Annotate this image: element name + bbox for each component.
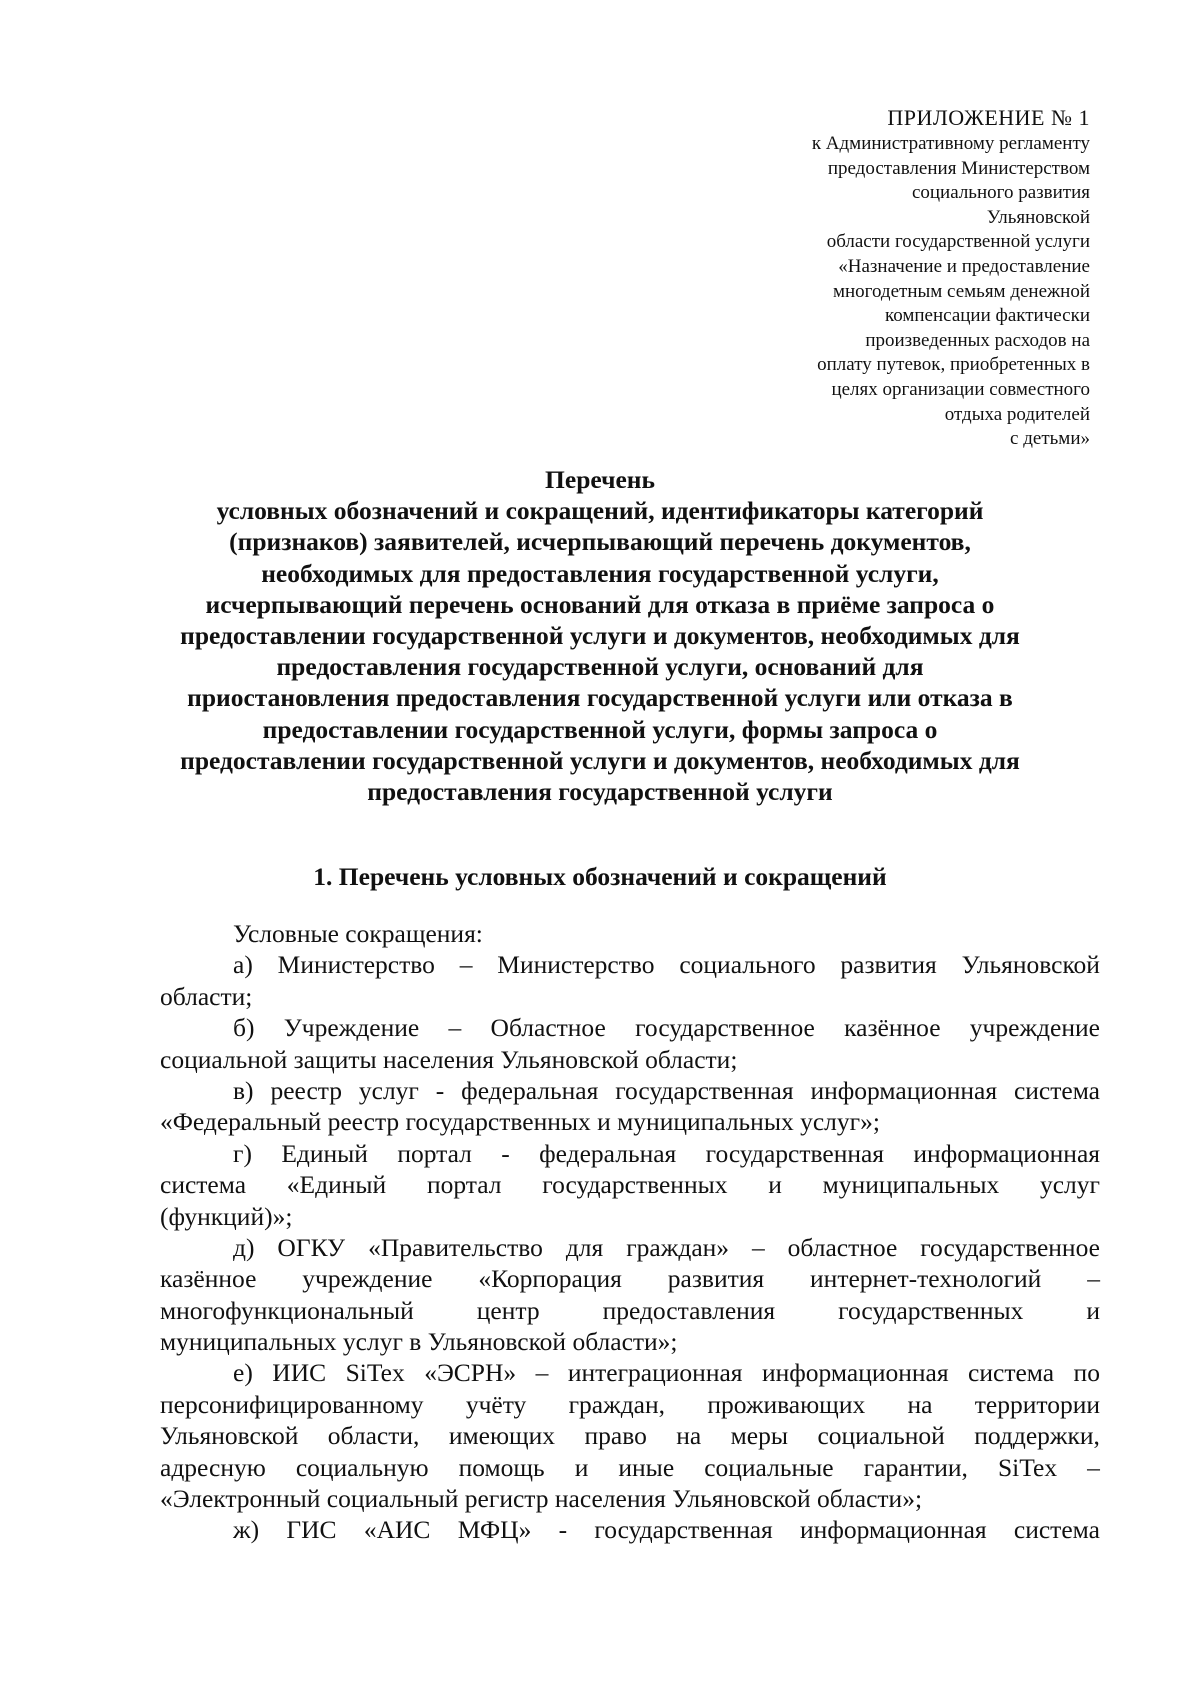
word: государственное	[635, 1013, 815, 1043]
item-e-line	[160, 1452, 1100, 1483]
word: информационная	[800, 1515, 987, 1545]
word: информационная	[761, 1358, 949, 1388]
word: Учреждение	[283, 1013, 420, 1043]
word: –	[751, 1232, 765, 1262]
word: «Единый	[286, 1170, 387, 1200]
word: «АИС	[363, 1515, 431, 1545]
item-d-line	[160, 1263, 1100, 1294]
word: -	[501, 1138, 510, 1168]
word: –	[448, 1013, 462, 1043]
item-v-line: «Федеральный реестр государственных и муниципальных услуг»;	[160, 1107, 880, 1137]
word: граждан,	[568, 1389, 666, 1419]
word: и	[574, 1452, 589, 1482]
item-e-line	[160, 1357, 1100, 1388]
word: портал	[397, 1138, 472, 1168]
word: информационная	[913, 1138, 1100, 1168]
title-line: приостановления предоставления государственной услуги или отказа в	[187, 683, 1013, 713]
word: государственных	[838, 1295, 1024, 1325]
word: социальной	[817, 1421, 945, 1451]
word: персонифицированному	[160, 1389, 424, 1419]
word: казённое	[160, 1264, 257, 1294]
word: на	[676, 1421, 702, 1451]
appendix-line: компенсации фактически	[884, 305, 1090, 327]
appendix-line: предоставления Министерством	[827, 157, 1090, 179]
section-heading: 1. Перечень условных обозначений и сокращений	[313, 862, 887, 891]
title-line: условных обозначений и сокращений, идентификаторы категорий	[216, 496, 984, 526]
word: б)	[233, 1013, 255, 1043]
word: учреждение	[969, 1013, 1100, 1043]
item-v-line	[160, 1075, 1100, 1106]
word: адресную	[160, 1452, 266, 1482]
title-line: (признаков) заявителей, исчерпывающий перечень документов,	[229, 527, 971, 557]
appendix-line: Ульяновской	[986, 206, 1090, 228]
word: центр	[476, 1295, 540, 1325]
word: Единый	[281, 1138, 368, 1168]
word: Министерство	[277, 950, 435, 980]
appendix-line: к Административному регламенту	[811, 133, 1090, 154]
title-line: исчерпывающий перечень оснований для отказа в приёме запроса о	[205, 589, 995, 619]
item-g-line	[160, 1169, 1100, 1200]
title-line: предоставлении государственной услуги, формы запроса о	[262, 714, 938, 744]
word: учреждение	[302, 1264, 433, 1294]
body-text	[160, 918, 1100, 1546]
item-e-line	[160, 1389, 1100, 1420]
word: на	[907, 1389, 933, 1419]
word: меры	[730, 1421, 789, 1451]
word: «Корпорация	[478, 1264, 622, 1294]
word: реестр	[270, 1075, 342, 1105]
appendix-title: ПРИЛОЖЕНИЕ № 1	[887, 105, 1090, 130]
appendix-header	[730, 104, 1090, 452]
word: система	[160, 1170, 247, 1200]
word: –	[535, 1358, 549, 1388]
word: д)	[233, 1232, 255, 1262]
word: граждан»	[626, 1232, 730, 1262]
word: а)	[233, 950, 253, 980]
word: система	[1013, 1075, 1100, 1105]
item-a-line: области;	[160, 981, 253, 1011]
item-b-line: социальной защиты населения Ульяновской области;	[160, 1044, 738, 1074]
word: ж)	[233, 1515, 260, 1545]
word: интернет-технологий	[810, 1264, 1042, 1294]
word: государственная	[705, 1138, 885, 1168]
item-e-line: «Электронный социальный регистр населения Ульяновской области»;	[160, 1484, 923, 1514]
item-g-line: (функций)»;	[160, 1201, 293, 1231]
title-line: предоставления государственной услуги, оснований для	[276, 652, 924, 682]
word: интеграционная	[567, 1358, 743, 1388]
item-zh-line	[160, 1514, 1100, 1545]
word: -	[435, 1075, 445, 1105]
word: –	[459, 950, 473, 980]
word: право	[584, 1421, 647, 1451]
item-d-line	[160, 1295, 1100, 1326]
item-g-line	[160, 1138, 1100, 1169]
word: услуг	[1039, 1170, 1100, 1200]
word: е)	[233, 1358, 253, 1388]
word: -	[558, 1515, 568, 1545]
word: ГИС	[286, 1515, 337, 1545]
intro-line: Условные сокращения:	[233, 919, 483, 948]
title-line: предоставлении государственной услуги и документов, необходимых для	[180, 621, 1020, 651]
title-line: необходимых для предоставления государственной услуги,	[261, 558, 939, 588]
word: учёту	[465, 1389, 527, 1419]
appendix-line: произведенных расходов на	[865, 329, 1090, 351]
word: «ЭСРН»	[424, 1358, 517, 1388]
word: поддержки,	[974, 1421, 1100, 1451]
word: SiTex	[345, 1358, 405, 1388]
word: федеральная	[539, 1138, 677, 1168]
word: информационная	[810, 1075, 998, 1105]
word: социального	[679, 950, 816, 980]
word: государственная	[615, 1075, 794, 1105]
title-line: предоставлении государственной услуги и документов, необходимых для	[180, 745, 1020, 775]
word: территории	[974, 1389, 1100, 1419]
appendix-line: многодетным семьям денежной	[832, 280, 1090, 302]
appendix-line: «Назначение и предоставление	[838, 255, 1090, 277]
word: Ульяновской	[961, 950, 1100, 980]
word: государственная	[594, 1515, 773, 1545]
word: по	[1073, 1358, 1100, 1388]
word: в)	[233, 1075, 254, 1105]
word: и	[768, 1170, 782, 1200]
item-d-line: муниципальных услуг в Ульяновской области»;	[160, 1327, 678, 1357]
item-e-line	[160, 1420, 1100, 1451]
appendix-line: с детьми»	[1010, 428, 1090, 450]
word: проживающих	[707, 1389, 866, 1419]
word: области,	[327, 1421, 420, 1451]
item-b-line	[160, 1012, 1100, 1043]
word: развития	[840, 950, 937, 980]
word: ОГКУ	[277, 1232, 346, 1262]
word: казённое	[844, 1013, 941, 1043]
word: SiTex	[997, 1452, 1058, 1482]
appendix-line: оплату путевок, приобретенных в	[817, 354, 1090, 376]
word: помощь	[458, 1452, 545, 1482]
appendix-line: области государственной услуги	[826, 231, 1090, 253]
word: для	[565, 1232, 604, 1262]
word: гарантии,	[863, 1452, 968, 1482]
word: социальные	[704, 1452, 834, 1482]
word: Министерство	[497, 950, 655, 980]
word: многофункциональный	[160, 1295, 414, 1325]
word: портал	[426, 1170, 502, 1200]
word: и	[1086, 1295, 1100, 1325]
word: развития	[667, 1264, 765, 1294]
word: г)	[233, 1138, 252, 1168]
word: социальную	[295, 1452, 429, 1482]
word: государственных	[542, 1170, 728, 1200]
word: муниципальных	[822, 1170, 1000, 1200]
item-d-line	[160, 1232, 1100, 1263]
word: «Правительство	[368, 1232, 543, 1262]
title-line: Перечень	[545, 465, 655, 494]
word: услуг	[358, 1075, 419, 1105]
item-a-line	[160, 949, 1100, 980]
word: Ульяновской	[160, 1421, 299, 1451]
appendix-line: социального развития	[911, 182, 1090, 204]
word: Областное	[490, 1013, 606, 1043]
word: ИИС	[272, 1358, 327, 1388]
word: федеральная	[461, 1075, 599, 1105]
word: государственное	[920, 1232, 1100, 1262]
document-title	[150, 464, 1050, 807]
word: имеющих	[448, 1421, 556, 1451]
word: –	[1087, 1264, 1100, 1294]
word: МФЦ»	[457, 1515, 532, 1545]
appendix-line: целях организации совместного	[831, 378, 1090, 400]
appendix-line: отдыха родителей	[944, 403, 1090, 425]
word: иные	[618, 1452, 675, 1482]
word: областное	[787, 1232, 898, 1262]
title-line: предоставления государственной услуги	[367, 777, 833, 807]
word: система	[1013, 1515, 1100, 1545]
word: –	[1087, 1452, 1100, 1482]
word: система	[968, 1358, 1055, 1388]
word: предоставления	[602, 1295, 776, 1325]
